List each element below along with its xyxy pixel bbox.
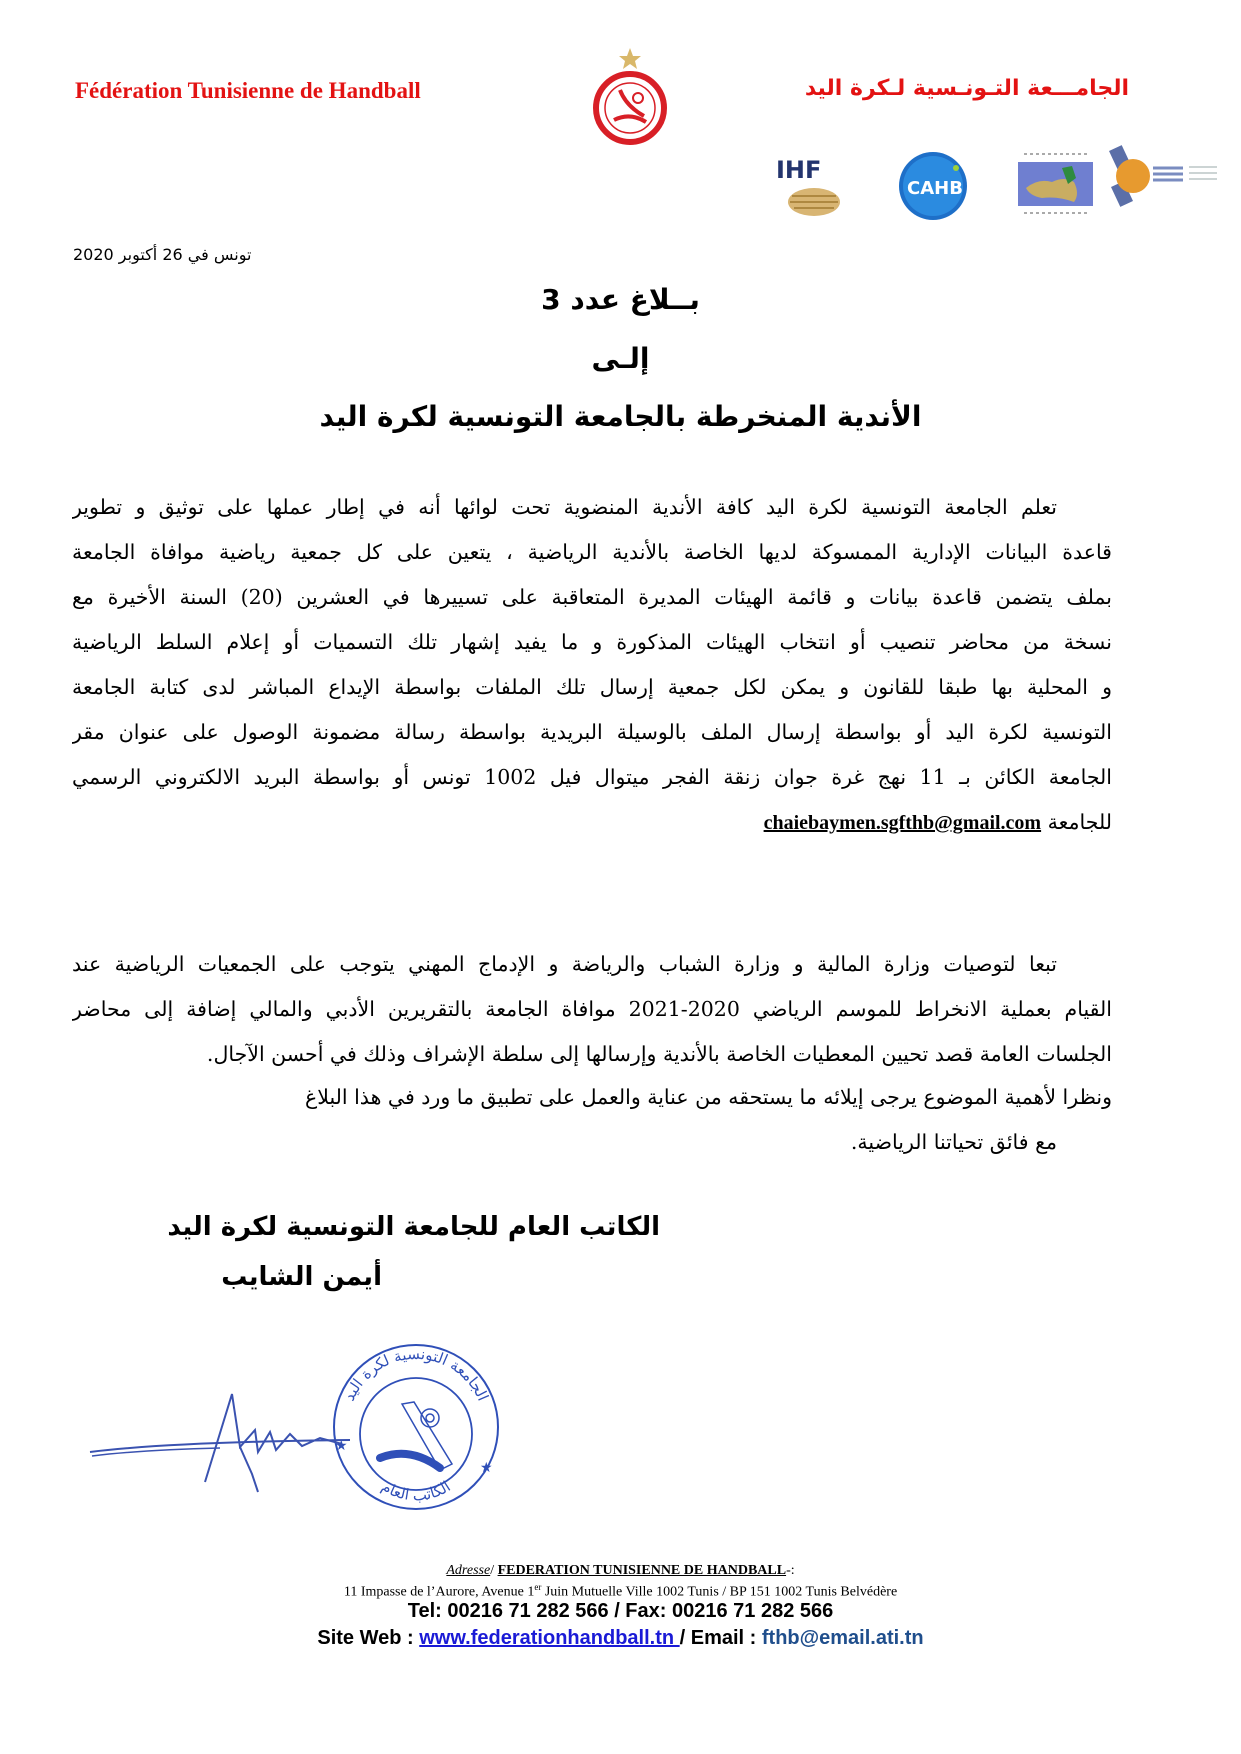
official-email-link[interactable]: chaiebaymen.sgfthb@gmail.com: [763, 812, 1042, 834]
communique-title: بــلاغ عدد 3: [541, 283, 700, 316]
signature-stamp-icon: [80, 1322, 500, 1527]
signatory-name: أيمن الشايب: [221, 1262, 382, 1292]
paragraph-line: قاعدة البيانات الإدارية الممسوكة لديها الخاصة بالأندية الرياضية ، يتعين على كل جمعية رياضية موافاة الجامعة: [72, 540, 1112, 564]
paragraph-line: نسخة من محاضر تنصيب أو انتخاب الهيئات المذكورة و ما يفيد إشهار تلك التسميات أو إعلام السلط الرياضية: [72, 630, 1112, 654]
svg-text:IHF: IHF: [776, 156, 822, 184]
federation-name-arabic: الجامـــعة التـونـسية لـكرة اليد: [804, 76, 1129, 101]
paragraph-line: تبعا لتوصيات وزارة المالية و وزارة الشباب والرياضة و الإدماج المهني يتوجب على الجمعيات الرياضية عند: [72, 952, 1057, 976]
paragraph-1: [72, 485, 1112, 845]
signatory-title: الكاتب العام للجامعة التونسية لكرة اليد: [167, 1212, 660, 1242]
svg-text:★: ★: [335, 1438, 348, 1454]
communique-recipients: الأندية المنخرطة بالجامعة التونسية لكرة اليد: [319, 400, 922, 433]
federation-name-french: Fédération Tunisienne de Handball: [75, 78, 421, 103]
email-prefix: للجامعة: [1047, 810, 1112, 834]
satellite-logo-icon: [1105, 143, 1225, 209]
paragraph-2: [72, 942, 1112, 1077]
address-separator: /: [490, 1563, 495, 1578]
federation-name-footer: FEDERATION TUNISIENNE DE HANDBALL: [497, 1563, 787, 1578]
site-label: Site Web :: [317, 1627, 420, 1649]
address-part-b: Juin Mutuelle Ville 1002 Tunis / BP 151 1002 Tunis Belvédère: [541, 1584, 898, 1600]
paragraph-line: مع فائق تحياتنا الرياضية.: [850, 1130, 1057, 1154]
document-date: تونس في 26 أكتوبر 2020: [73, 245, 252, 264]
ihf-logo-icon: [770, 148, 848, 220]
address-superscript: er: [534, 1582, 542, 1592]
stamp-top-text: الجامعة التونسية لكرة اليد: [339, 1344, 493, 1404]
website-link[interactable]: www.federationhandball.tn: [419, 1627, 680, 1649]
paragraph-line: التونسية لكرة اليد أو بواسطة إرسال الملف بالوسيلة البريدية بواسطة رسالة مضمونة الوصول على عنوان مقر: [72, 720, 1112, 744]
stamp-bottom-text: الكاتب العام: [378, 1477, 454, 1505]
cahb-logo-icon: [893, 148, 973, 220]
footer-address: [0, 1582, 1241, 1601]
footer-address-header: [0, 1563, 1241, 1579]
paragraph-line: القيام بعملية الانخراط للموسم الرياضي 2020-2021 موافاة الجامعة بالتقريرين الأدبي والمالي إضافة إلى محاضر: [72, 997, 1112, 1021]
address-label: Adresse: [446, 1563, 491, 1578]
svg-text:الكاتب العام: [378, 1477, 453, 1504]
svg-text:★: ★: [480, 1460, 493, 1476]
svg-text:الجامعة التونسية لكرة اليد: [340, 1345, 492, 1404]
paragraph-line: الجلسات العامة قصد تحيين المعطيات الخاصة بالأندية وإرسالها إلى سلطة الإشراف وذلك في أحسن الآجال.: [206, 1042, 1112, 1066]
footer-email-link[interactable]: fthb@email.ati.tn: [761, 1627, 924, 1649]
paragraph-line: ونظرا لأهمية الموضوع يرجى إيلائه ما يستحقه من عناية والعمل على تطبيق ما ورد في هذا البلاغ: [305, 1085, 1112, 1109]
paragraph-line: الجامعة الكائن بـ 11 نهج غرة جوان زنقة الفجر ميتوال فيل 1002 تونس أو بواسطة البريد الالكتروني الرسمي: [72, 765, 1112, 789]
footer-contacts: [0, 1627, 1241, 1650]
svg-text:CAHB: CAHB: [907, 178, 963, 199]
federation-logo-icon: [586, 46, 674, 146]
communique-to: إلـى: [591, 342, 650, 375]
paragraph-line: و المحلية بها طبقا للقانون و يمكن لكل جمعية إرسال تلك الملفات بواسطة الإيداع المباشر لدى كتابة الجامعة: [72, 675, 1112, 699]
paragraph-line: تعلم الجامعة التونسية لكرة اليد كافة الأندية المنضوية تحت لوائها أنه في إطار عملها على توثيق و تطوير: [72, 495, 1057, 519]
email-label: / Email :: [679, 1627, 762, 1649]
federation-tail: -:: [786, 1563, 795, 1578]
footer-tel-fax: Tel: 00216 71 282 566 / Fax: 00216 71 282 566: [407, 1600, 834, 1622]
arab-handball-logo-icon: [1018, 148, 1093, 220]
paragraph-3: [72, 1075, 1112, 1165]
paragraph-line: بملف يتضمن قاعدة بيانات و قائمة الهيئات المديرة المتعاقبة على تسييرها في العشرين (20) السنة الأخيرة مع: [72, 585, 1112, 609]
address-part-a: 11 Impasse de l’Aurore, Avenue 1: [343, 1584, 535, 1600]
email-line: [72, 800, 1112, 845]
